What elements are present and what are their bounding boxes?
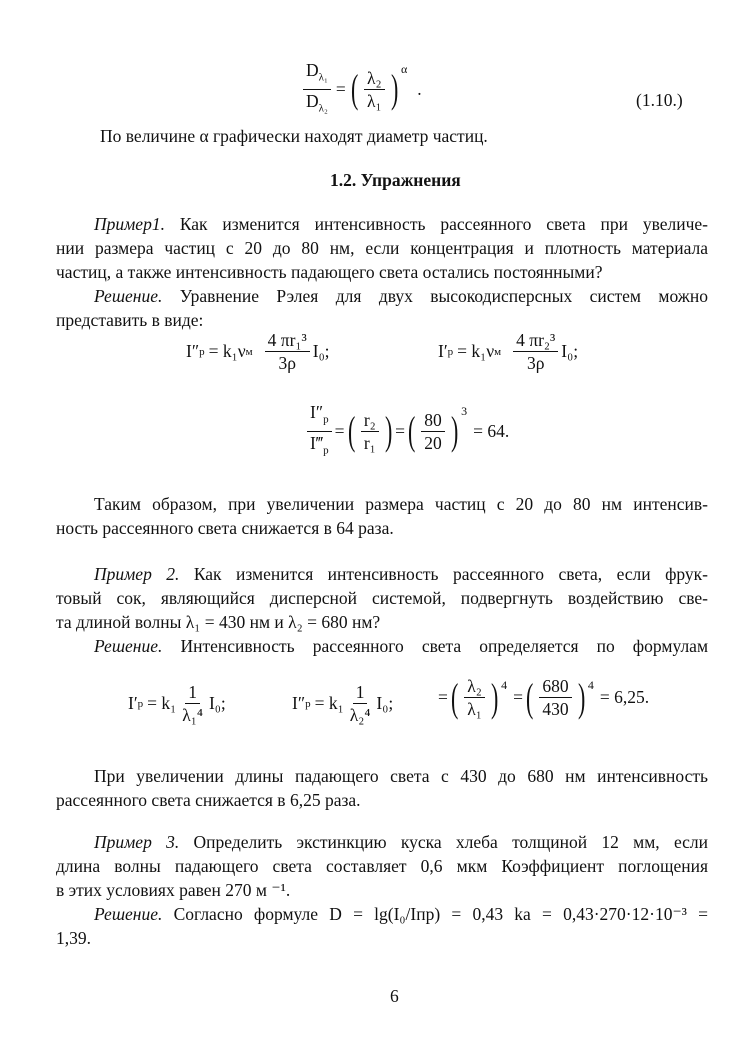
example1-solution-text1: Уравнение Рэлея для двух высокодисперсных систем можно bbox=[179, 286, 708, 306]
formula-1-10: $\frac{D_{\lambda_1}}{D_{\lambda_2}}$ = ( $\frac{\text{λ₂}}{\text{λ₁}}$ ) α . bbox=[300, 60, 422, 118]
example1-conclusion-line2: ность рассеянного света снижается в 64 раза. bbox=[56, 518, 394, 538]
example1-line2: нии размера частиц с 20 до 80 нм, если концентрация и плотность материала bbox=[56, 238, 708, 258]
ex1-v-num: 80 bbox=[421, 410, 445, 432]
ex1-f2-left-sub: р bbox=[447, 345, 454, 358]
ex2-power-2: 4 bbox=[587, 678, 594, 692]
ex1-power: 3 bbox=[461, 404, 468, 418]
ex2-eq2: = bbox=[513, 687, 523, 707]
ex2-f1-fraction bbox=[179, 682, 206, 725]
example3-solution-line1 bbox=[56, 902, 708, 926]
example2-conclusion-line2: рассеянного света снижается в 6,25 раза. bbox=[56, 790, 361, 810]
ex2-v-num: 680 bbox=[539, 676, 571, 698]
ex2-f1-eq: = k₁ bbox=[147, 693, 177, 713]
ex2-f1-left-sub: р bbox=[137, 697, 144, 710]
ex2-f2-left: I″ bbox=[292, 693, 306, 713]
ex1-f2-tail: I₀; bbox=[561, 341, 579, 361]
ex2-v-fraction bbox=[539, 676, 571, 719]
formula-right-num: λ₂ bbox=[364, 68, 385, 90]
ex1-result: = 64 bbox=[473, 420, 505, 441]
ex1-f1-eq: = k₁ν bbox=[208, 341, 246, 361]
example1-line1 bbox=[56, 212, 708, 236]
ex2-f2-fraction bbox=[347, 682, 374, 725]
ex1-conclusion-text1: Таким образом, при увеличении размера частиц с 20 до 80 нм интенсив- bbox=[94, 494, 708, 514]
example2-solution-label: Решение. bbox=[94, 636, 163, 656]
example3-text1: Определить экстинкцию куска хлеба толщиной 12 мм, если bbox=[193, 832, 709, 852]
ex1-r-num: r₂ bbox=[361, 410, 379, 432]
example1-label: Пример1. bbox=[94, 214, 165, 234]
alpha-line: По величине α графически находят диаметр частиц. bbox=[100, 126, 488, 146]
ex1-v-fraction bbox=[421, 410, 445, 453]
example2-conclusion-line1 bbox=[56, 764, 708, 788]
ex2-l-den: λ₁ bbox=[467, 699, 482, 719]
example2-label: Пример 2. bbox=[94, 564, 180, 584]
ex1-f1-eq-sub: м bbox=[245, 345, 253, 358]
ex2-f1-den: λ₁⁴ bbox=[182, 705, 203, 725]
example2-text1: Как изменится интенсивность рассеянного света, если фрук- bbox=[193, 564, 709, 584]
example3-label: Пример 3. bbox=[94, 832, 180, 852]
ex1-f1-left: I″ bbox=[186, 341, 200, 361]
ex1-r-den: r₁ bbox=[363, 432, 376, 453]
ex2-eq: = bbox=[438, 687, 448, 707]
ex1-ratio-num: I″ bbox=[310, 402, 324, 422]
formula-left-den: D bbox=[306, 90, 319, 111]
example1-conclusion-line1 bbox=[56, 492, 708, 516]
ex1-f2-left: I′ bbox=[438, 341, 448, 361]
ex1-r-fraction bbox=[361, 410, 379, 453]
example3-line3: в этих условиях равен 270 м ⁻¹. bbox=[56, 880, 291, 900]
section-title: 1.2. Упражнения bbox=[330, 170, 461, 190]
ex1-f2-den: 3ρ bbox=[526, 353, 545, 373]
ex2-f2-left-sub: р bbox=[305, 697, 311, 710]
example3-line2: длина волны падающего света составляет 0,6 мкм Коэффициент поглощения bbox=[56, 856, 708, 876]
example1-solution-label: Решение. bbox=[94, 286, 163, 306]
example3-solution-text1: Согласно формуле D = lg(I₀/Iпр) = 0,43 ka = 0,43·270·12·10⁻³ = bbox=[173, 904, 709, 924]
ex2-power-1: 4 bbox=[501, 678, 508, 692]
ex1-f2-fraction bbox=[513, 330, 558, 373]
formula-left-num-sub: λ₁ bbox=[318, 71, 328, 84]
example2-formula-2 bbox=[292, 682, 393, 725]
ex2-f2-den: λ₂⁴ bbox=[349, 705, 371, 725]
example2-line3: та длиной волны λ₁ = 430 нм и λ₂ = 680 нм? bbox=[56, 612, 381, 632]
ex1-ratio-den: I‴ bbox=[310, 432, 324, 453]
ex2-result: = 6,25. bbox=[599, 687, 650, 707]
ex2-f2-tail: I₀; bbox=[376, 693, 394, 713]
example1-solution-line2: представить в виде: bbox=[56, 310, 204, 330]
example2-line2: товый сок, являющийся дисперсной системой, подвергнуть воздействию све- bbox=[56, 588, 708, 608]
ex1-ratio-num-sub: р bbox=[323, 413, 329, 426]
formula-1-10-left-fraction bbox=[303, 60, 331, 118]
ex2-f1-left: I′ bbox=[128, 693, 138, 713]
ex1-ratio-fraction bbox=[307, 402, 332, 460]
formula-left-num: D bbox=[306, 60, 319, 80]
ex1-f1-den: 3ρ bbox=[278, 353, 296, 373]
ex2-f2-eq: = k₁ bbox=[314, 693, 344, 713]
example1-ratio-formula: $\frac{I''_р}{I‴_р}$ = ( $\frac{\text{r₂}}{\text{r₁}}$ ) = ( $\frac{80}{20}$ ) 3 = 64 . bbox=[304, 402, 509, 460]
ex1-f1-fraction bbox=[265, 330, 310, 373]
ex1-f2-eq: = k₁ν bbox=[457, 341, 495, 361]
page-number: 6 bbox=[390, 986, 399, 1006]
example2-formula-3: = ( $\frac{\text{λ₂}}{\text{λ₁}}$ ) 4 = ( $\frac{680}{430}$ ) 4 = 6,25. bbox=[438, 674, 650, 720]
example3-solution-label: Решение. bbox=[94, 904, 163, 924]
formula-number: (1.10.) bbox=[636, 90, 683, 110]
example2-solution-line bbox=[56, 634, 708, 658]
ex2-v-den: 430 bbox=[542, 699, 569, 719]
example3-line1 bbox=[56, 830, 708, 854]
example1-formula-2 bbox=[438, 330, 578, 373]
ex1-f2-eq-sub: м bbox=[494, 345, 502, 358]
example3-solution-line2: 1,39. bbox=[56, 928, 91, 948]
ex2-f1-num: 1 bbox=[185, 682, 200, 704]
ex2-l-num: λ₂ bbox=[464, 676, 485, 698]
ex2-l-fraction bbox=[464, 676, 485, 719]
example2-formula-1 bbox=[128, 682, 226, 725]
example1-text1: Как изменится интенсивность рассеянного света при увеличе- bbox=[179, 214, 708, 234]
example1-formula-1 bbox=[186, 330, 330, 373]
ex1-f1-left-sub: р bbox=[199, 345, 205, 358]
example1-solution-line1 bbox=[56, 284, 708, 308]
ex1-f1-tail: I₀; bbox=[312, 341, 330, 361]
formula-1-10-right-fraction bbox=[364, 68, 385, 111]
ex1-f1-num: 4 πr₁³ bbox=[265, 330, 310, 352]
example2-line1 bbox=[56, 562, 708, 586]
example1-line3: частиц, а также интенсивность падающего света остались постоянными? bbox=[56, 262, 603, 282]
formula-right-den: λ₁ bbox=[367, 90, 382, 111]
ex2-f1-tail: I₀; bbox=[208, 693, 226, 713]
ex2-f2-num: 1 bbox=[353, 682, 368, 704]
ex1-ratio-den-sub: р bbox=[323, 444, 329, 456]
ex2-conclusion-text1: При увеличении длины падающего света с 430 до 680 нм интенсивность bbox=[94, 766, 708, 786]
formula-exponent: α bbox=[400, 62, 408, 76]
formula-left-den-sub: λ₂ bbox=[318, 102, 328, 114]
ex1-v-den: 20 bbox=[424, 432, 442, 453]
ex1-f2-num: 4 πr₂³ bbox=[513, 330, 558, 352]
example2-solution-text: Интенсивность рассеянного света определяется по формулам bbox=[180, 636, 709, 656]
